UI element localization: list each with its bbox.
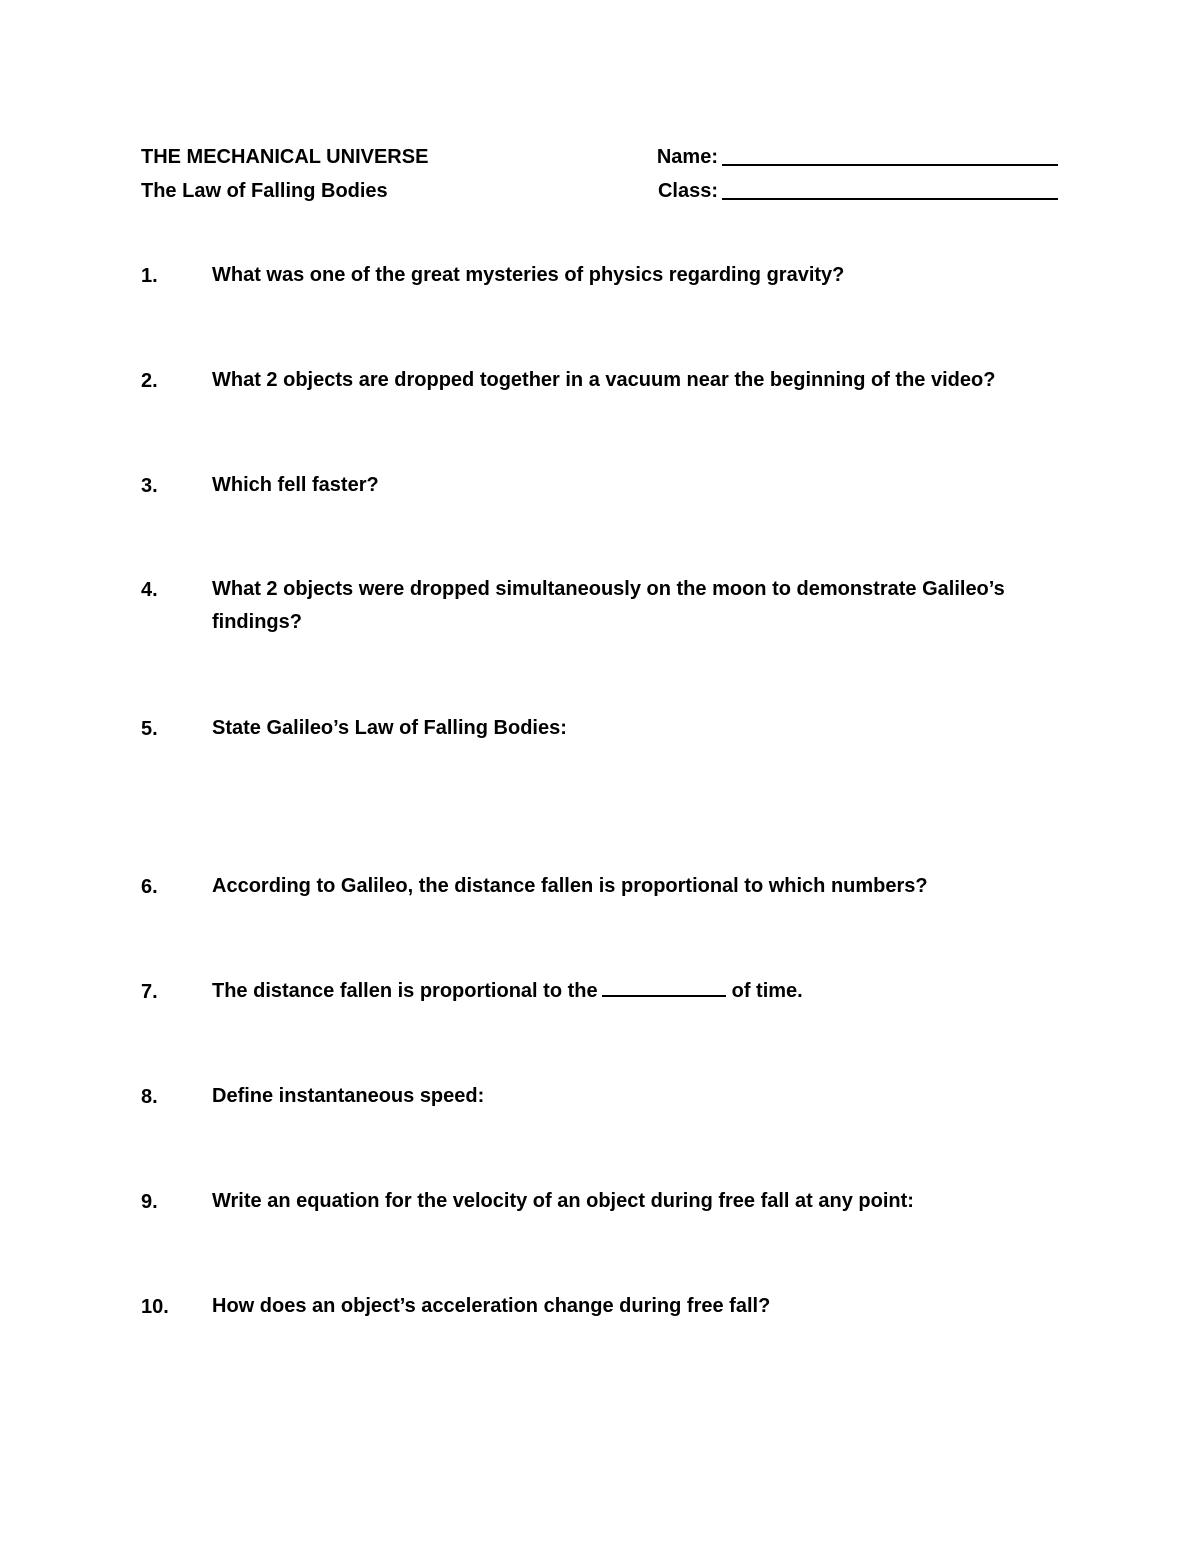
question-text (212, 975, 1072, 1008)
question-number: 7. (141, 981, 158, 1003)
fill-in-blank[interactable] (602, 977, 726, 997)
class-field[interactable] (722, 198, 1058, 200)
question-text: Which fell faster? (212, 474, 379, 496)
question-text: How does an object’s acceleration change during free fall? (212, 1295, 771, 1317)
question-text: What was one of the great mysteries of physics regarding gravity? (212, 264, 845, 286)
question-number: 3. (141, 475, 158, 497)
name-label: Name: (656, 146, 718, 168)
question-number: 4. (141, 579, 158, 601)
question-number: 2. (141, 370, 158, 392)
question-number: 9. (141, 1191, 158, 1213)
question-text: What 2 objects are dropped together in a vacuum near the beginning of the video? (212, 369, 996, 391)
question-text: According to Galileo, the distance fallen is proportional to which numbers? (212, 875, 928, 897)
question-text: State Galileo’s Law of Falling Bodies: (212, 717, 567, 739)
question-number: 6. (141, 876, 158, 898)
class-label: Class: (657, 180, 718, 202)
name-field[interactable] (722, 164, 1058, 166)
worksheet-title: THE MECHANICAL UNIVERSE (141, 146, 429, 168)
question-text: What 2 objects were dropped simultaneously on the moon to demonstrate Galileo’s findings? (212, 578, 1005, 633)
worksheet-subtitle: The Law of Falling Bodies (141, 180, 388, 202)
question-number: 1. (141, 265, 158, 287)
question-number: 8. (141, 1086, 158, 1108)
question-number: 10. (141, 1296, 169, 1318)
question-number: 5. (141, 718, 158, 740)
question-text-after-blank: of time. (731, 980, 803, 1002)
question-text-before-blank: The distance fallen is proportional to the (212, 980, 598, 1002)
question-text: Define instantaneous speed: (212, 1085, 485, 1107)
question-text: Write an equation for the velocity of an object during free fall at any point: (212, 1190, 914, 1212)
